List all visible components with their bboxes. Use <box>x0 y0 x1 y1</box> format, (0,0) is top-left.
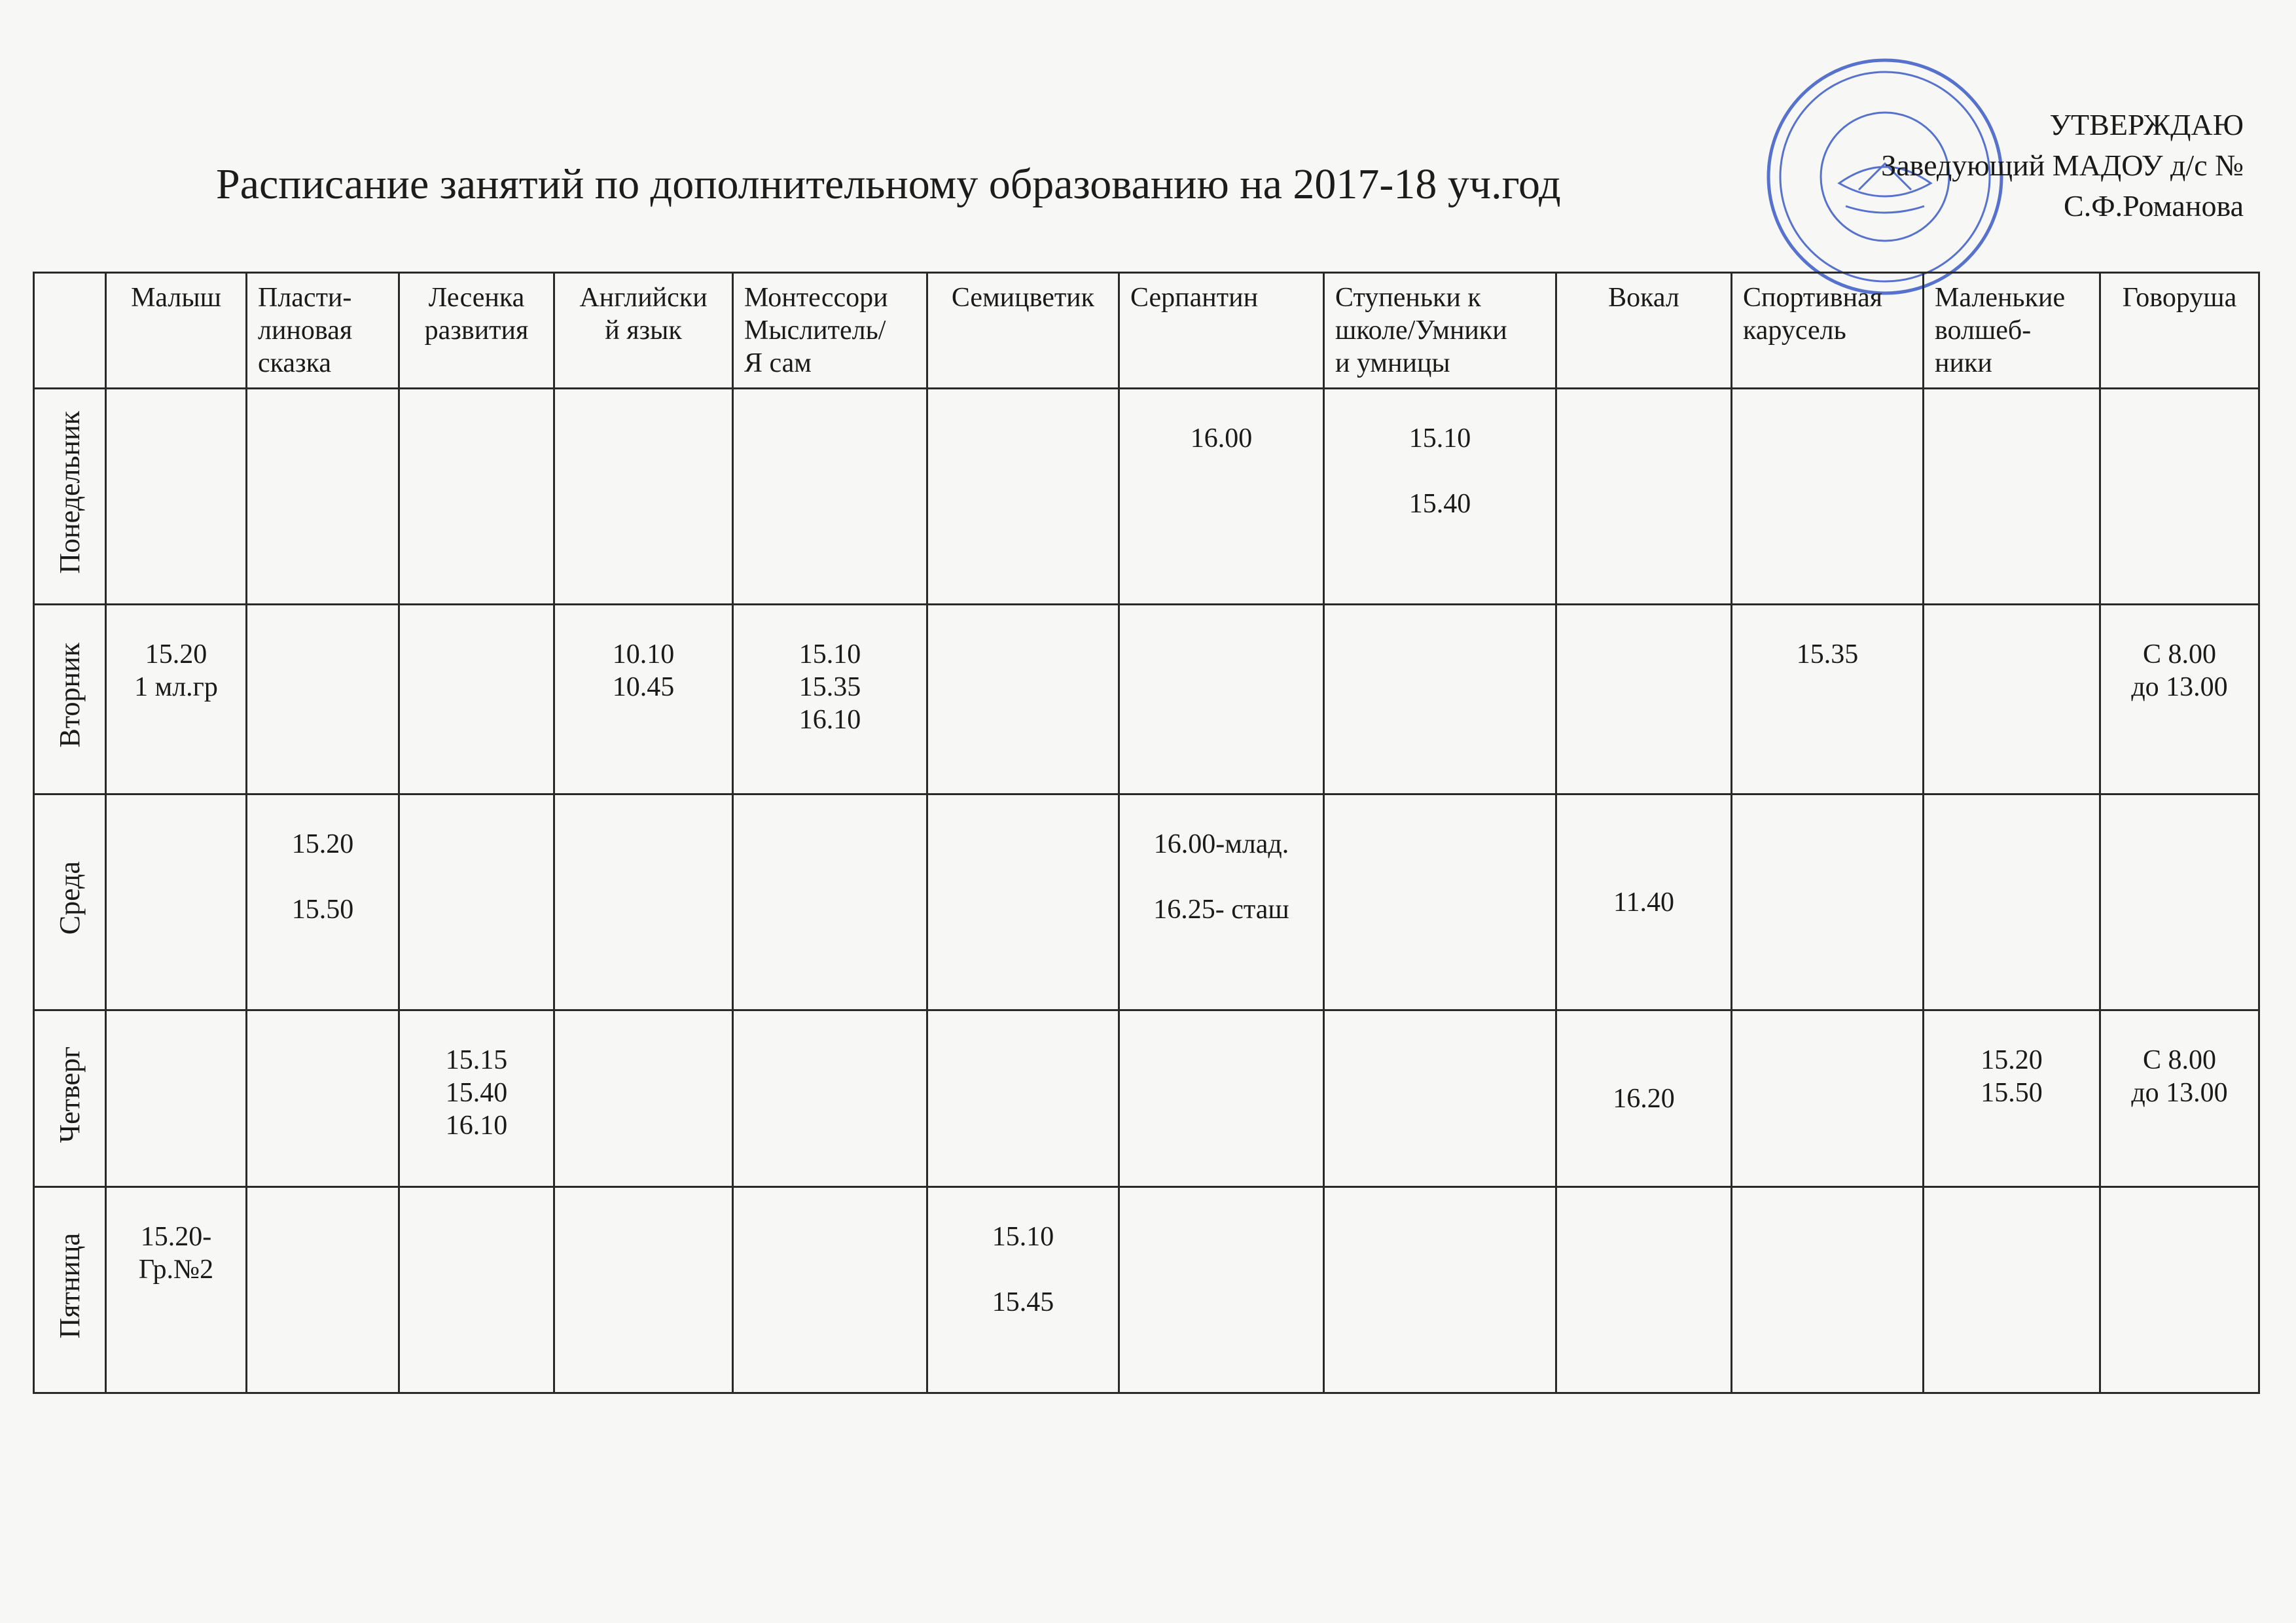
column-header: Говоруша <box>2100 273 2259 389</box>
schedule-cell: 16.20 <box>1556 1010 1732 1187</box>
schedule-cell: 15.10 15.45 <box>927 1187 1119 1393</box>
schedule-cell <box>1732 1187 1924 1393</box>
day-label: Понедельник <box>53 411 86 574</box>
table-row-friday <box>34 1187 2259 1393</box>
schedule-cell <box>247 1010 399 1187</box>
day-label-cell <box>34 1187 106 1393</box>
schedule-cell: 15.35 <box>1732 605 1924 794</box>
schedule-cell: 15.10 15.40 <box>1324 389 1556 605</box>
schedule-cell <box>554 794 733 1010</box>
schedule-cell <box>399 605 554 794</box>
table-row-wednesday <box>34 794 2259 1010</box>
schedule-cell <box>1924 794 2100 1010</box>
table-row-tuesday <box>34 605 2259 794</box>
column-header: Английски й язык <box>554 273 733 389</box>
day-label: Вторник <box>53 643 86 748</box>
schedule-cell <box>247 1187 399 1393</box>
schedule-cell: 10.10 10.45 <box>554 605 733 794</box>
schedule-table <box>33 272 2260 1394</box>
schedule-cell <box>106 1010 247 1187</box>
schedule-cell <box>554 389 733 605</box>
header-row <box>34 273 2259 389</box>
column-header: Лесенка развития <box>399 273 554 389</box>
schedule-cell: 16.00 <box>1119 389 1324 605</box>
day-label-cell <box>34 1010 106 1187</box>
schedule-cell: С 8.00 до 13.00 <box>2100 605 2259 794</box>
schedule-cell <box>733 1010 927 1187</box>
schedule-cell <box>1732 389 1924 605</box>
column-header: Маленькие волшеб- ники <box>1924 273 2100 389</box>
schedule-cell <box>927 605 1119 794</box>
approval-block <box>1880 105 2244 226</box>
schedule-cell <box>733 1187 927 1393</box>
schedule-cell <box>1556 605 1732 794</box>
schedule-cell <box>399 389 554 605</box>
schedule-cell <box>247 389 399 605</box>
schedule-cell <box>106 389 247 605</box>
day-label: Пятница <box>53 1233 86 1339</box>
table-row-thursday <box>34 1010 2259 1187</box>
schedule-cell: 15.20 15.50 <box>1924 1010 2100 1187</box>
schedule-cell <box>2100 1187 2259 1393</box>
column-header: Вокал <box>1556 273 1732 389</box>
schedule-cell: 15.20- Гр.№2 <box>106 1187 247 1393</box>
day-label-cell <box>34 605 106 794</box>
schedule-cell <box>106 794 247 1010</box>
column-header: Монтессори Мыслитель/ Я сам <box>733 273 927 389</box>
schedule-cell <box>1924 1187 2100 1393</box>
schedule-cell <box>399 1187 554 1393</box>
day-label: Четверг <box>53 1046 86 1143</box>
schedule-cell: 11.40 <box>1556 794 1732 1010</box>
column-header: Серпантин <box>1119 273 1324 389</box>
schedule-cell <box>1924 389 2100 605</box>
schedule-cell <box>554 1187 733 1393</box>
schedule-cell <box>1732 1010 1924 1187</box>
schedule-cell <box>247 605 399 794</box>
corner-cell <box>34 273 106 389</box>
schedule-cell <box>733 794 927 1010</box>
column-header: Семицветик <box>927 273 1119 389</box>
schedule-cell <box>2100 389 2259 605</box>
schedule-cell: 15.20 1 мл.гр <box>106 605 247 794</box>
schedule-cell <box>1324 1010 1556 1187</box>
page-title: Расписание занятий по дополнительному образованию на 2017-18 уч.год <box>216 160 1561 208</box>
schedule-cell: 16.00-млад. 16.25- сташ <box>1119 794 1324 1010</box>
approval-name: С.Ф.Романова <box>2064 189 2244 223</box>
table-row-monday <box>34 389 2259 605</box>
schedule-cell <box>927 794 1119 1010</box>
schedule-cell <box>733 389 927 605</box>
day-label-cell <box>34 389 106 605</box>
schedule-cell <box>1556 1187 1732 1393</box>
day-label: Среда <box>53 861 86 935</box>
approval-position: Заведующий МАДОУ д/с № <box>1881 149 2244 182</box>
schedule-cell <box>1324 1187 1556 1393</box>
schedule-cell <box>1556 389 1732 605</box>
schedule-cell <box>927 389 1119 605</box>
column-header: Малыш <box>106 273 247 389</box>
schedule-cell: 15.15 15.40 16.10 <box>399 1010 554 1187</box>
schedule-cell <box>2100 794 2259 1010</box>
schedule-cell: С 8.00 до 13.00 <box>2100 1010 2259 1187</box>
schedule-cell <box>399 794 554 1010</box>
column-header: Спортивная карусель <box>1732 273 1924 389</box>
schedule-cell <box>1324 794 1556 1010</box>
column-header: Пласти- линовая сказка <box>247 273 399 389</box>
schedule-cell: 15.20 15.50 <box>247 794 399 1010</box>
schedule-cell <box>1732 794 1924 1010</box>
schedule-cell <box>1119 1010 1324 1187</box>
schedule-cell <box>1119 605 1324 794</box>
schedule-cell <box>1324 605 1556 794</box>
schedule-cell <box>1924 605 2100 794</box>
schedule-cell: 15.10 15.35 16.10 <box>733 605 927 794</box>
day-label-cell <box>34 794 106 1010</box>
schedule-cell <box>927 1010 1119 1187</box>
schedule-cell <box>554 1010 733 1187</box>
column-header: Ступеньки к школе/Умники и умницы <box>1324 273 1556 389</box>
approval-heading: УТВЕРЖДАЮ <box>2049 108 2244 141</box>
approval-signature-name <box>1880 186 2244 226</box>
schedule-cell <box>1119 1187 1324 1393</box>
